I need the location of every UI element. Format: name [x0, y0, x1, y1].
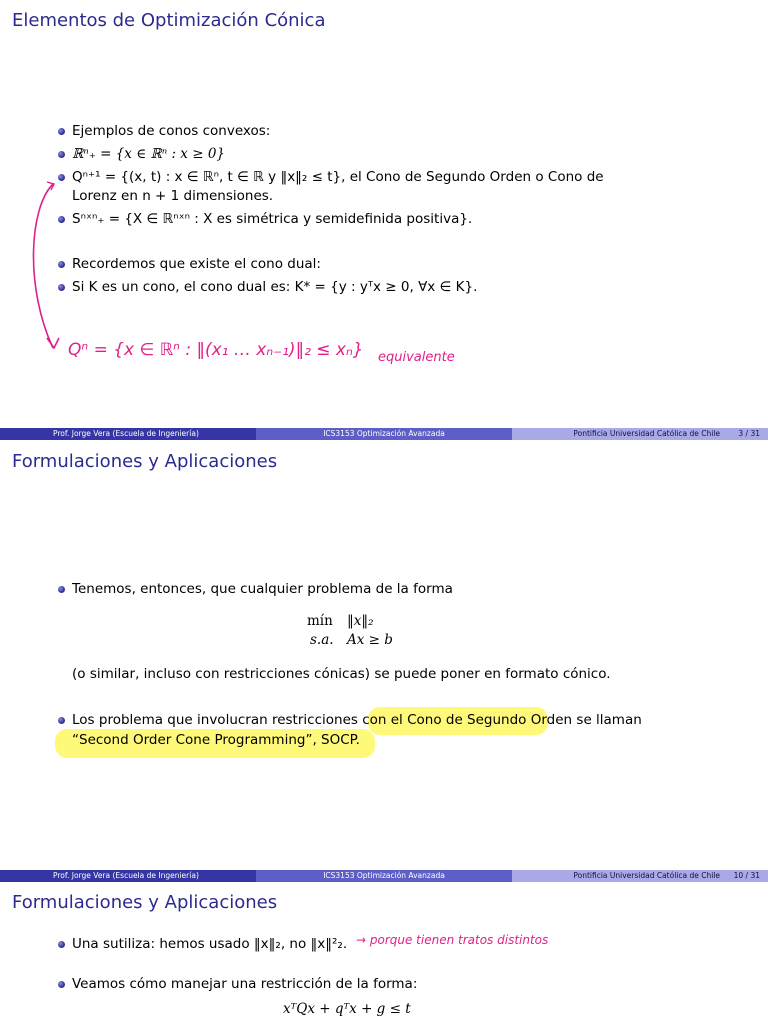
footer-page-number: 10 / 31: [733, 871, 760, 880]
bullet-item: Tenemos, entonces, que cualquier problema de la forma: [58, 580, 453, 599]
handwritten-note: → porque tienen tratos distintos: [356, 933, 549, 947]
footer-institution: Pontificia Universidad Católica de Chile: [573, 429, 720, 438]
bullet-item: Veamos cómo manejar una restricción de la forma:: [58, 975, 417, 994]
slide-partial: [0, 882, 768, 1024]
footer-course: ICS3153 Optimización Avanzada: [323, 871, 445, 880]
math-objective-label: mín: [307, 613, 333, 629]
slide-footer: [0, 870, 768, 882]
bullet-item: Qⁿ⁺¹ = {(x, t) : x ∈ ℝⁿ, t ∈ ℝ y ‖x‖₂ ≤ t}, el Cono de Segundo Orden o Cono de: [58, 168, 604, 187]
bullet-item: Si K es un cono, el cono dual es: K* = {y : yᵀx ≥ 0, ∀x ∈ K}.: [58, 278, 477, 297]
math-objective: ‖x‖₂: [347, 613, 374, 629]
bullet-item: Recordemos que existe el cono dual:: [58, 255, 321, 274]
paragraph: (o similar, incluso con restricciones cónicas) se puede poner en formato cónico.: [72, 666, 611, 682]
bullet-item: Ejemplos de conos convexos:: [58, 122, 270, 141]
bullet-item: ℝⁿ₊ = {x ∈ ℝⁿ : x ≥ 0}: [58, 145, 225, 164]
bullet-continuation: “Second Order Cone Programming”, SOCP.: [72, 732, 360, 748]
slide-title: Elementos de Optimización Cónica: [12, 10, 326, 31]
handwritten-arrow: [25, 178, 70, 353]
footer-author: Prof. Jorge Vera (Escuela de Ingeniería): [53, 429, 199, 438]
handwritten-note: equivalente: [378, 350, 455, 365]
math-constraint: xᵀQx + qᵀx + g ≤ t: [283, 1001, 411, 1017]
math-constraint-label: s.a.: [310, 632, 334, 648]
footer-page-number: 3 / 31: [738, 429, 760, 438]
math-constraint: Ax ≥ b: [347, 632, 393, 648]
bullet-item: Los problema que involucran restricciones con el Cono de Segundo Orden se llaman: [58, 711, 642, 730]
slide-title: Formulaciones y Aplicaciones: [12, 892, 278, 913]
bullet-item: Una sutiliza: hemos usado ‖x‖₂, no ‖x‖²₂.: [58, 935, 347, 954]
bullet-item: Sⁿˣⁿ₊ = {X ∈ ℝⁿˣⁿ : X es simétrica y semidefinida positiva}.: [58, 210, 472, 229]
footer-course: ICS3153 Optimización Avanzada: [323, 429, 445, 438]
bullet-continuation: Lorenz en n + 1 dimensiones.: [72, 188, 274, 204]
slide-footer: [0, 428, 768, 440]
slide-3: [0, 0, 768, 441]
handwritten-note: Qⁿ = {x ∈ ℝⁿ : ‖(x₁ … xₙ₋₁)‖₂ ≤ xₙ}: [68, 340, 364, 360]
slide-title: Formulaciones y Aplicaciones: [12, 451, 278, 472]
footer-institution: Pontificia Universidad Católica de Chile: [573, 871, 720, 880]
slide-10: [0, 441, 768, 882]
footer-author: Prof. Jorge Vera (Escuela de Ingeniería): [53, 871, 199, 880]
